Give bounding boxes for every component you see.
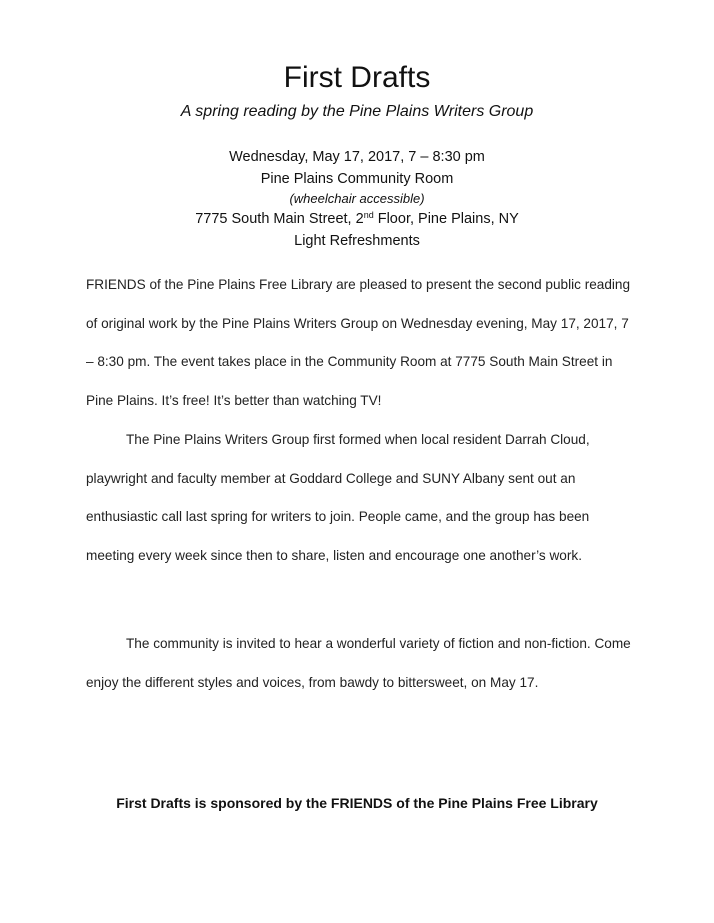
- event-datetime: Wednesday, May 17, 2017, 7 – 8:30 pm: [229, 149, 485, 165]
- body-paragraph-3-block: [86, 625, 634, 702]
- address-city: Floor, Pine Plains, NY: [373, 211, 519, 227]
- address-street: 7775 South Main Street, 2: [195, 211, 364, 227]
- body-paragraph-2-block: [86, 421, 634, 575]
- event-address: [0, 208, 714, 230]
- event-refreshments: Light Refreshments: [294, 233, 420, 249]
- event-venue: Pine Plains Community Room: [260, 171, 454, 187]
- address-floor-suffix: nd: [363, 210, 374, 220]
- sponsor-note: First Drafts is sponsored by the FRIENDS of the Pine Plains Free Library: [116, 795, 598, 811]
- body-paragraph: FRIENDS of the Pine Plains Free Library are pleased to present the second public reading of original work by the Pine Plains Writers Group on Wednesday evening, May 17, 2017, 7 – 8:30 pm. The event takes place in the Community Room at 7775 South Main Street in Pine Plains. It’s free! It’s better than watching TV!: [86, 277, 631, 408]
- event-details: [0, 146, 714, 252]
- body-paragraph: The community is invited to hear a wonderful variety of fiction and non-fiction. Come enjoy the different styles and voices, from bawdy to bittersweet, on May 17.: [86, 636, 631, 690]
- body-paragraph-1-block: [86, 266, 634, 420]
- document-title: First Drafts: [283, 61, 431, 94]
- event-accessibility: (wheelchair accessible): [289, 191, 425, 206]
- document-subtitle: A spring reading by the Pine Plains Writers Group: [180, 103, 534, 120]
- body-paragraph: The Pine Plains Writers Group first formed when local resident Darrah Cloud, playwright and faculty member at Goddard College and SUNY Albany sent out an enthusiastic call last spring for writers to join. People came, and the group has been meeting every week since then to share, listen and encourage one another’s work.: [86, 432, 590, 563]
